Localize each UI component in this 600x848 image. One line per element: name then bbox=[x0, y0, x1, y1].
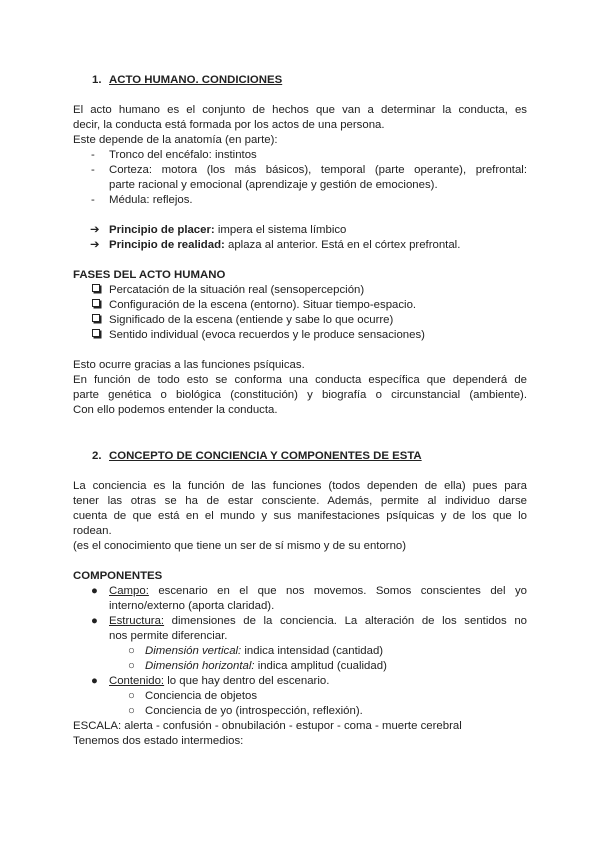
phase-item: Configuración de la escena (entorno). Situar tiempo-espacio. bbox=[109, 299, 417, 311]
paragraph-line: Este depende de la anatomía (en parte): bbox=[73, 134, 278, 146]
subcomponent-text: indica amplitud (cualidad) bbox=[254, 660, 387, 672]
phases-heading: FASES DEL ACTO HUMANO bbox=[73, 269, 226, 281]
component-label: Contenido: bbox=[109, 675, 165, 687]
bullet-circle-icon: ○ bbox=[128, 705, 135, 717]
section2-title: CONCEPTO DE CONCIENCIA Y COMPONENTES DE ESTA bbox=[109, 450, 422, 462]
bullet-dot-icon: ● bbox=[91, 615, 98, 627]
anatomy-item: Médula: reflejos. bbox=[109, 194, 193, 206]
paragraph-line: parte genética o biológica (constitución) y biografía o circunstancial (ambiente). bbox=[73, 389, 527, 401]
paragraph-line: rodean. bbox=[73, 525, 112, 537]
paragraph-line: (es el conocimiento que tiene un ser de sí mismo y de su entorno) bbox=[73, 540, 407, 552]
checkbox-bullet-icon bbox=[92, 283, 100, 298]
checkbox-bullet-icon bbox=[92, 313, 100, 328]
dash-bullet: - bbox=[91, 194, 95, 206]
section1-number: 1. bbox=[92, 74, 102, 86]
dash-bullet: - bbox=[91, 149, 95, 161]
paragraph-line: Con ello podemos entender la conducta. bbox=[73, 404, 278, 416]
principle-item bbox=[109, 238, 460, 253]
paragraph-line: El acto humano es el conjunto de hechos que van a determinar la conducta, es bbox=[73, 104, 527, 116]
subcomponent-item bbox=[145, 659, 387, 674]
component-label: Campo: bbox=[109, 585, 149, 597]
paragraph-line: Esto ocurre gracias a las funciones psíquicas. bbox=[73, 359, 305, 371]
paragraph-line: La conciencia es la función de las funciones (todos dependen de ella) pues para bbox=[73, 480, 527, 492]
component-item bbox=[109, 614, 527, 629]
component-continuation: nos permite diferenciar. bbox=[109, 630, 228, 642]
principle-label: Principio de realidad: bbox=[109, 239, 225, 251]
principle-text: aplaza al anterior. Está en el córtex prefrontal. bbox=[224, 239, 461, 251]
anatomy-item: Tronco del encéfalo: instintos bbox=[109, 149, 257, 161]
checkbox-bullet-icon bbox=[92, 298, 100, 313]
component-continuation: interno/externo (aporta claridad). bbox=[109, 600, 275, 612]
subcomponent-label: Dimensión horizontal: bbox=[145, 660, 255, 672]
subcomponent-item: Conciencia de objetos bbox=[145, 690, 258, 702]
phase-item: Significado de la escena (entiende y sabe lo que ocurre) bbox=[109, 314, 394, 326]
paragraph-line: En función de todo esto se conforma una conducta específica que dependerá de bbox=[73, 374, 527, 386]
component-text: dimensiones de la conciencia. La alteración de los sentidos no bbox=[164, 615, 527, 627]
bullet-dot-icon: ● bbox=[91, 675, 98, 687]
component-text: lo que hay dentro del escenario. bbox=[164, 675, 330, 687]
arrow-bullet-icon: ➔ bbox=[90, 239, 100, 251]
paragraph-line: decir, la conducta está formada por los actos de una persona. bbox=[73, 119, 385, 131]
phase-item: Sentido individual (evoca recuerdos y le produce sensaciones) bbox=[109, 329, 425, 341]
anatomy-item-continuation: parte racional y emocional (aprendizaje y gestión de emociones). bbox=[109, 179, 438, 191]
arrow-bullet-icon: ➔ bbox=[90, 224, 100, 236]
phase-item: Percatación de la situación real (sensopercepción) bbox=[109, 284, 365, 296]
checkbox-bullet-icon bbox=[92, 328, 100, 343]
principle-item bbox=[109, 223, 346, 238]
bullet-circle-icon: ○ bbox=[128, 660, 135, 672]
components-heading: COMPONENTES bbox=[73, 570, 163, 582]
subcomponent-item bbox=[145, 644, 383, 659]
section2-number: 2. bbox=[92, 450, 102, 462]
anatomy-item: Corteza: motora (los más básicos), temporal (parte operante), prefrontal: bbox=[109, 164, 527, 176]
principle-text: impera el sistema límbico bbox=[214, 224, 347, 236]
component-text: escenario en el que nos movemos. Somos conscientes del yo bbox=[148, 585, 527, 597]
dash-bullet: - bbox=[91, 164, 95, 176]
bullet-circle-icon: ○ bbox=[128, 690, 135, 702]
paragraph-line: tener las otras se ha de estar consciente. Además, permite al individuo darse bbox=[73, 495, 527, 507]
component-item bbox=[109, 584, 527, 599]
section1-title: ACTO HUMANO. CONDICIONES bbox=[109, 74, 283, 86]
bullet-dot-icon: ● bbox=[91, 585, 98, 597]
component-item bbox=[109, 674, 329, 689]
bullet-circle-icon: ○ bbox=[128, 645, 135, 657]
scale-line: ESCALA: alerta - confusión - obnubilación - estupor - coma - muerte cerebral bbox=[73, 720, 462, 732]
subcomponent-label: Dimensión vertical: bbox=[145, 645, 242, 657]
component-label: Estructura: bbox=[109, 615, 165, 627]
subcomponent-text: indica intensidad (cantidad) bbox=[241, 645, 384, 657]
paragraph-line: cuenta de que está en el mundo y sus manifestaciones psíquicas y de los que lo bbox=[73, 510, 527, 522]
principle-label: Principio de placer: bbox=[109, 224, 215, 236]
subcomponent-item: Conciencia de yo (introspección, reflexión). bbox=[145, 705, 363, 717]
intermediate-line: Tenemos dos estado intermedios: bbox=[73, 735, 244, 747]
